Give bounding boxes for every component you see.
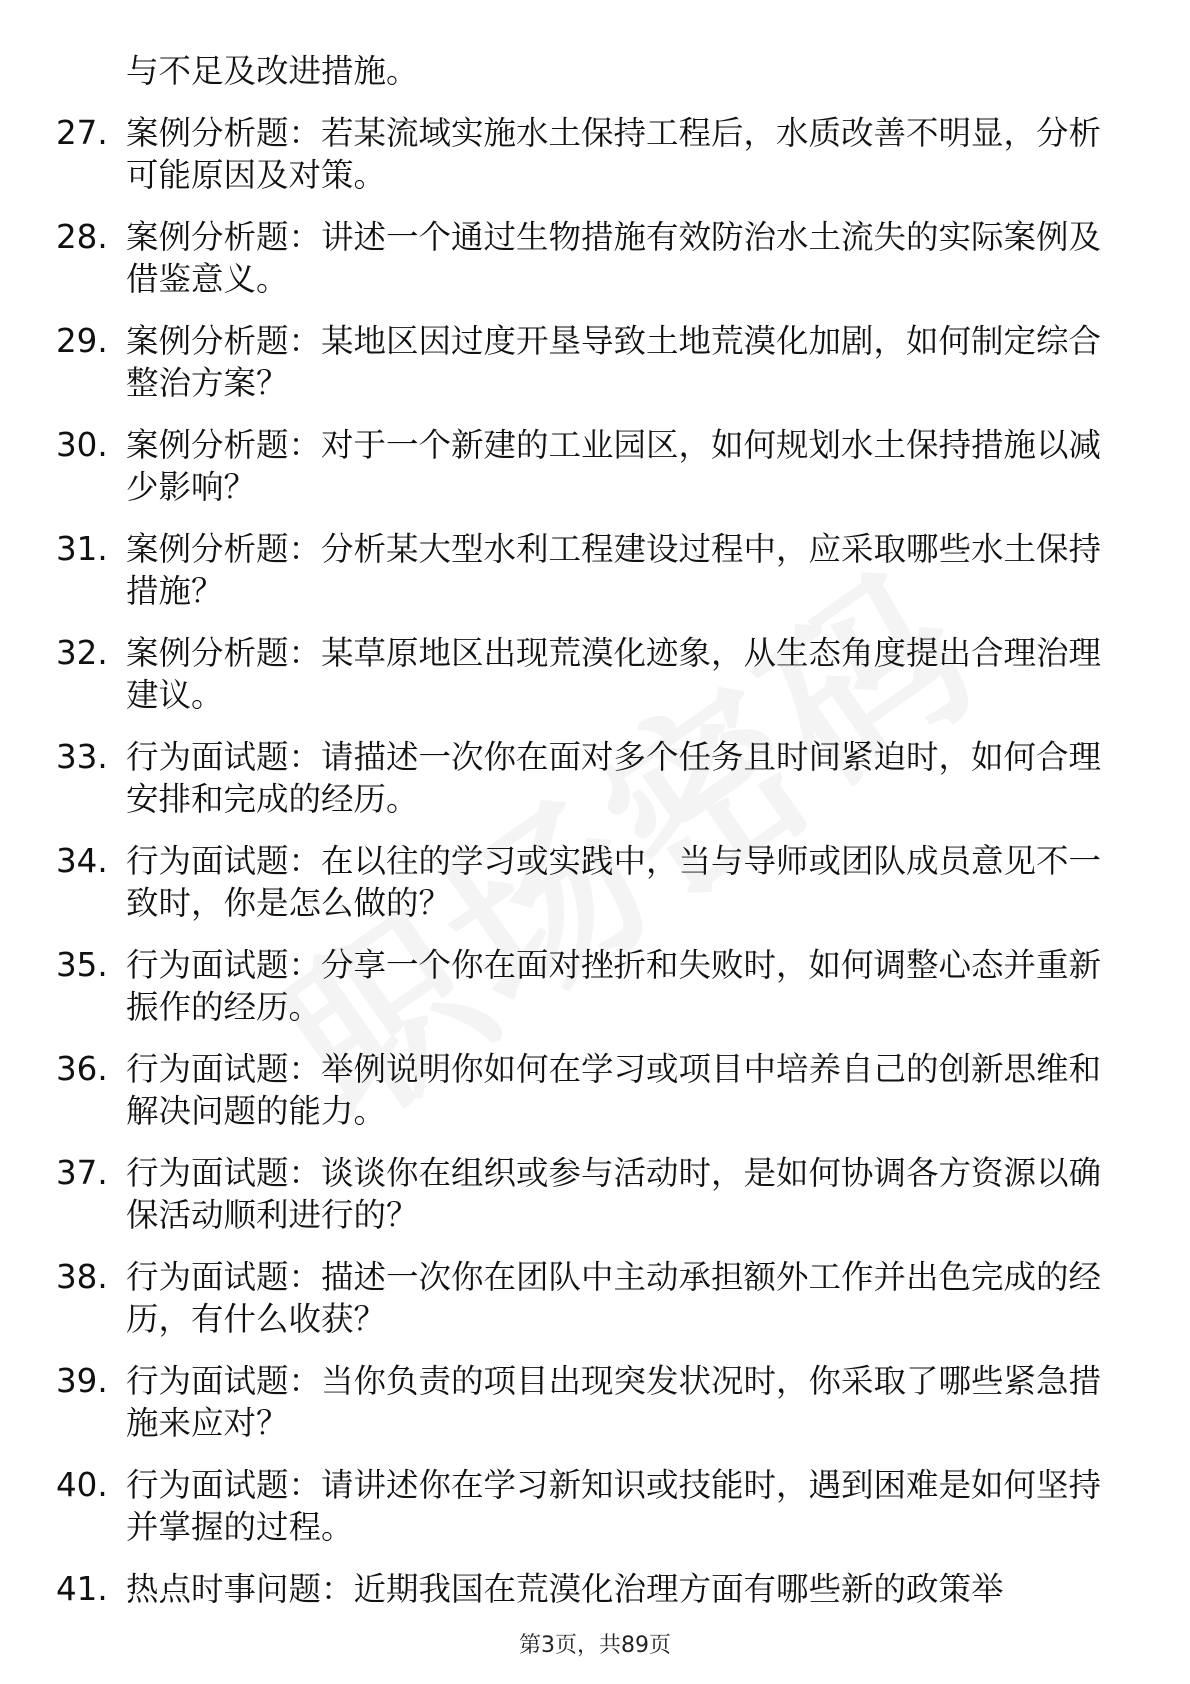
- list-item: [56, 1568, 1116, 1610]
- list-item: [56, 528, 1116, 612]
- item-number: 39.: [56, 1362, 108, 1400]
- item-text: 行为面试题：请描述一次你在面对多个任务且时间紧迫时，如何合理安排和完成的经历。: [126, 738, 1102, 818]
- list-item: [56, 944, 1116, 1028]
- item-number: 28.: [56, 218, 108, 256]
- item-number: 35.: [56, 946, 108, 984]
- item-number: 36.: [56, 1050, 108, 1088]
- item-number: 37.: [56, 1154, 108, 1192]
- item-text: 案例分析题：某草原地区出现荒漠化迹象，从生态角度提出合理治理建议。: [126, 634, 1102, 714]
- list-item: [56, 424, 1116, 508]
- item-number: 32.: [56, 634, 108, 672]
- list-item: [56, 632, 1116, 716]
- list-item: [56, 840, 1116, 924]
- item-text: 案例分析题：分析某大型水利工程建设过程中，应采取哪些水土保持措施？: [126, 530, 1102, 610]
- list-item: [56, 320, 1116, 404]
- list-item: [56, 1256, 1116, 1340]
- item-number: 27.: [56, 114, 108, 152]
- list-item: [56, 1048, 1116, 1132]
- item-text: 行为面试题：请讲述你在学习新知识或技能时，遇到困难是如何坚持并掌握的过程。: [126, 1466, 1102, 1546]
- item-text: 行为面试题：举例说明你如何在学习或项目中培养自己的创新思维和解决问题的能力。: [126, 1050, 1102, 1130]
- item-text: 案例分析题：若某流域实施水土保持工程后，水质改善不明显，分析可能原因及对策。: [126, 114, 1102, 194]
- item-number: 38.: [56, 1258, 108, 1296]
- item-text: 行为面试题：在以往的学习或实践中，当与导师或团队成员意见不一致时，你是怎么做的？: [126, 842, 1102, 922]
- list-item: [56, 736, 1116, 820]
- page-footer: 第3页，共89页: [519, 1633, 671, 1658]
- item-text: 行为面试题：分享一个你在面对挫折和失败时，如何调整心态并重新振作的经历。: [126, 946, 1102, 1026]
- item-number: 29.: [56, 322, 108, 360]
- item-number: 41.: [56, 1570, 108, 1608]
- item-text: 案例分析题：讲述一个通过生物措施有效防治水土流失的实际案例及借鉴意义。: [126, 218, 1102, 298]
- item-text: 行为面试题：当你负责的项目出现突发状况时，你采取了哪些紧急措施来应对？: [126, 1362, 1102, 1442]
- list-item: [56, 216, 1116, 300]
- item-number: 34.: [56, 842, 108, 880]
- item-text: 案例分析题：对于一个新建的工业园区，如何规划水土保持措施以减少影响？: [126, 426, 1102, 506]
- item-number: 31.: [56, 530, 108, 568]
- item-text: 热点时事问题：近期我国在荒漠化治理方面有哪些新的政策举: [126, 1570, 1004, 1608]
- question-list: [56, 50, 1116, 1630]
- list-item: [56, 112, 1116, 196]
- list-item: [56, 1464, 1116, 1548]
- list-item: [56, 1152, 1116, 1236]
- list-item: [56, 1360, 1116, 1444]
- item-text: 案例分析题：某地区因过度开垦导致土地荒漠化加剧，如何制定综合整治方案？: [126, 322, 1102, 402]
- item-text: 行为面试题：谈谈你在组织或参与活动时，是如何协调各方资源以确保活动顺利进行的？: [126, 1154, 1102, 1234]
- item-number: 40.: [56, 1466, 108, 1504]
- item-number: 33.: [56, 738, 108, 776]
- continuation-text: 与不足及改进措施。: [126, 52, 419, 90]
- item-number: 30.: [56, 426, 108, 464]
- item-text: 行为面试题：描述一次你在团队中主动承担额外工作并出色完成的经历，有什么收获？: [126, 1258, 1102, 1338]
